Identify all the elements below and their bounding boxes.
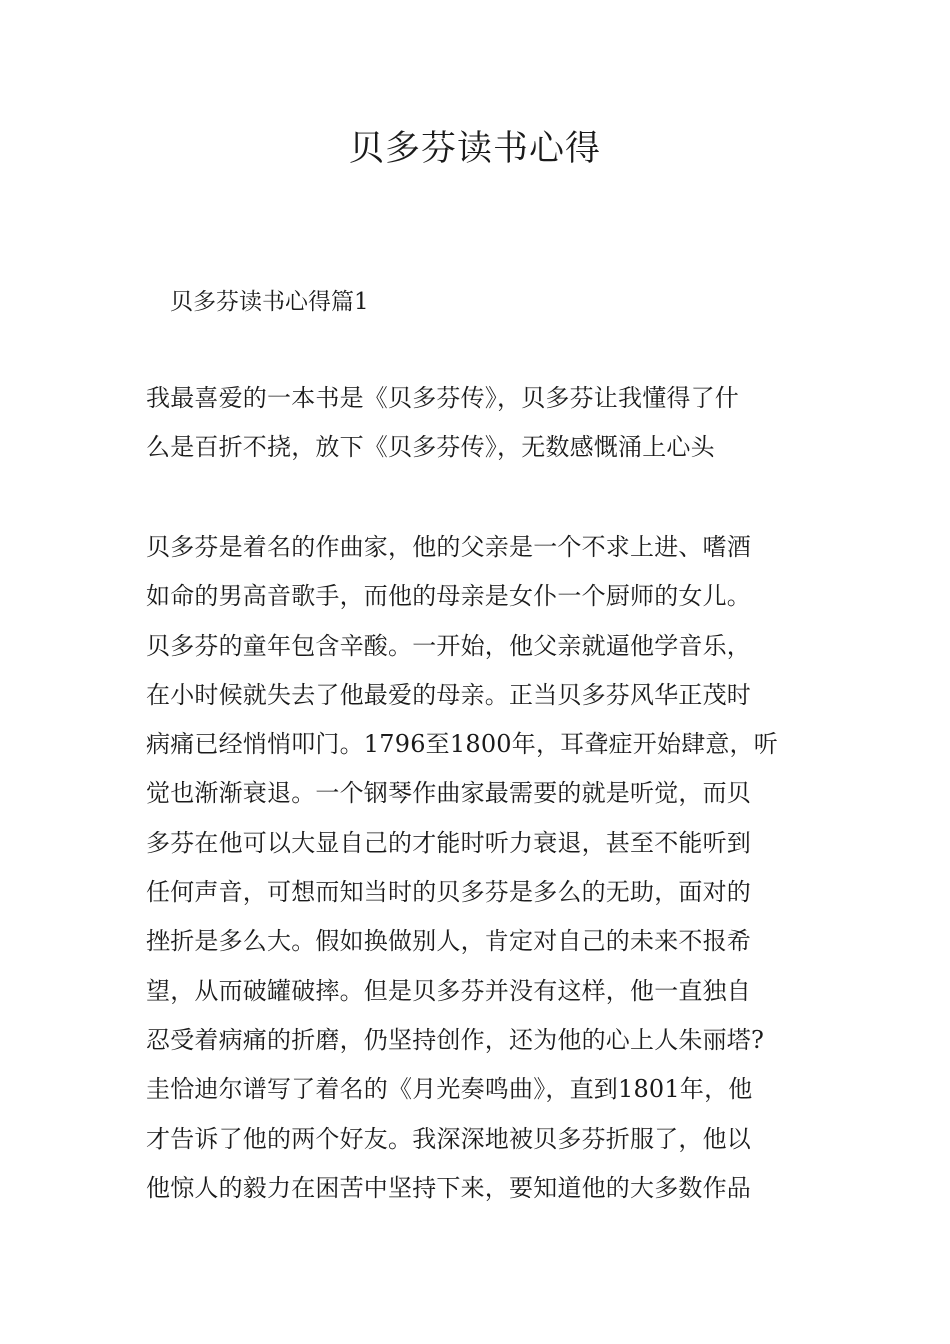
paragraph-2	[146, 523, 810, 1213]
document-title: 贝多芬读书心得	[348, 129, 601, 169]
paragraph-1	[146, 374, 810, 473]
paragraph-line: 贝多芬的童年包含辛酸。一开始，他父亲就逼他学音乐，	[146, 631, 751, 660]
paragraph-line: 任何声音，可想而知当时的贝多芬是多么的无助，面对的	[146, 878, 751, 907]
paragraph-line: 贝多芬是着名的作曲家，他的父亲是一个不求上进、嗜酒	[146, 533, 751, 561]
paragraph-line: 才告诉了他的两个好友。我深深地被贝多芬折服了，他以	[146, 1124, 751, 1153]
paragraph-line: 望，从而破罐破摔。但是贝多芬并没有这样，他一直独自	[146, 976, 751, 1005]
paragraph-line: 觉也渐渐衰退。一个钢琴作曲家最需要的就是听觉，而贝	[146, 779, 751, 808]
paragraph-line: 么是百折不挠，放下《贝多芬传》，无数感慨涌上心头	[146, 433, 715, 462]
paragraph-line: 他惊人的毅力在困苦中坚持下来，要知道他的大多数作品	[146, 1173, 751, 1202]
paragraph-line: 如命的男高音歌手，而他的母亲是女仆一个厨师的女儿。	[146, 582, 751, 611]
section-heading: 贝多芬读书心得篇1	[170, 289, 369, 315]
paragraph-line: 在小时候就失去了他最爱的母亲。正当贝多芬风华正茂时	[146, 680, 751, 709]
paragraph-line: 病痛已经悄悄叩门。1796至1800年，耳聋症开始肆意，听	[146, 730, 778, 759]
paragraph-line: 我最喜爱的一本书是《贝多芬传》，贝多芬让我懂得了什	[146, 384, 739, 412]
paragraph-line: 忍受着病痛的折磨，仍坚持创作，还为他的心上人朱丽塔?	[146, 1025, 765, 1054]
paragraph-line: 多芬在他可以大显自己的才能时听力衰退，甚至不能听到	[146, 828, 751, 857]
paragraph-line: 挫折是多么大。假如换做别人，肯定对自己的未来不报希	[146, 927, 751, 956]
paragraph-line: 圭恰迪尔谱写了着名的《月光奏鸣曲》，直到1801年，他	[146, 1075, 753, 1104]
